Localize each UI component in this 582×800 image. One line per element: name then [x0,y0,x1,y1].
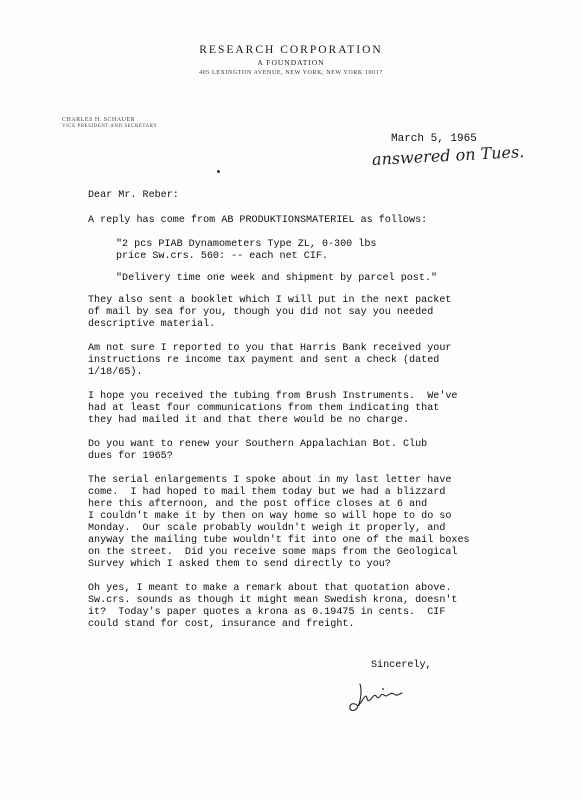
paragraph-line: Sw.crs. sounds as though it might mean Swedish krona, doesn't [88,595,458,606]
salutation: Dear Mr. Reber: [88,190,179,201]
paragraph-line: descriptive material. [88,319,216,330]
paragraph-line: dues for 1965? [88,451,173,462]
paragraph-line: 1/18/65). [88,367,143,378]
quote-line: price Sw.crs. 560: -- each net CIF. [116,251,329,262]
letterhead-address: 405 LEXINGTON AVENUE, NEW YORK, NEW YORK 10017 [199,70,383,76]
paragraph-line: on the street. Did you receive some maps from the Geological [88,547,458,558]
paragraph-line: Oh yes, I meant to make a remark about that quotation above. [88,583,452,594]
paragraph-line: I hope you received the tubing from Brush Instruments. We've [88,391,458,402]
paragraph-line: They also sent a booklet which I will put in the next packet [88,295,452,306]
paragraph-line: here this afternoon, and the post office closes at 6 and [88,499,428,510]
paragraph-line: instructions re income tax payment and sent a check (dated [88,355,440,366]
paragraph-line: anyway the mailing tube wouldn't fit into one of the mail boxes [88,535,470,546]
paragraph [88,295,558,331]
closing: Sincerely, [371,660,432,671]
paragraph-line: Do you want to renew your Southern Appalachian Bot. Club [88,439,428,450]
paragraph-line: Monday. Our scale probably wouldn't weigh it properly, and [88,523,446,534]
quote-line: "Delivery time one week and shipment by parcel post." [116,273,438,284]
paragraph [88,439,558,463]
letterhead-name: RESEARCH CORPORATION [199,44,383,56]
paragraph-line: had at least four communications from them indicating that [88,403,440,414]
officer-name: CHARLES H. SCHAUER [62,117,136,123]
paragraph-line: it? Today's paper quotes a krona as 0.19475 in cents. CIF [88,607,446,618]
paragraph-line: come. I had hoped to mail them today but we had a blizzard [88,487,446,498]
letter-body [88,190,558,643]
paragraph-line: I couldn't make it by then on way home so will hope to do so [88,511,452,522]
signature-scribble [346,680,406,716]
intro-line: A reply has come from AB PRODUKTIONSMATERIEL as follows: [88,215,428,226]
paragraph-line: The serial enlargements I spoke about in my last letter have [88,475,452,486]
officer-title: VICE PRESIDENT AND SECRETARY [62,124,158,129]
letter-date: March 5, 1965 [391,133,477,145]
handwritten-note: answered on Tues. [371,142,525,169]
paragraph [88,343,558,379]
paragraph-line: of mail by sea for you, though you did not say you needed [88,307,434,318]
ink-dot [217,170,220,173]
letterhead-subtitle: A FOUNDATION [257,58,325,67]
paragraph [88,583,558,631]
paragraph-line: they had mailed it and that there would be no charge. [88,415,410,426]
paragraph [88,391,558,427]
paragraph-line: Survey which I asked them to send directly to you? [88,559,391,570]
paragraph [88,475,558,571]
paragraph-line: could stand for cost, insurance and freight. [88,619,355,630]
paragraph-line: Am not sure I reported to you that Harris Bank received your [88,343,452,354]
officer-block [62,117,157,129]
quote-line: "2 pcs PIAB Dynamometers Type ZL, 0-300 lbs [116,239,377,250]
